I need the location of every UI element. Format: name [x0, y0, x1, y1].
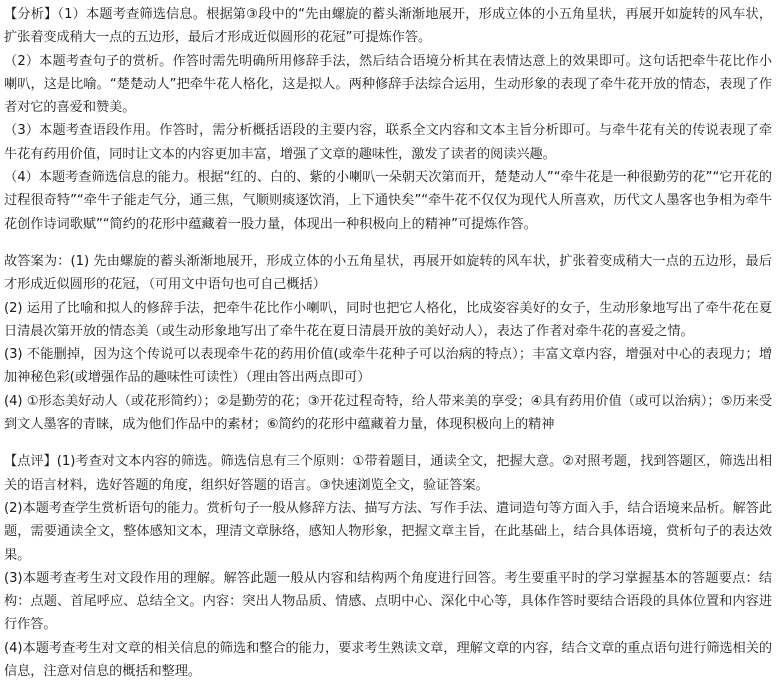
answer-paragraph-4: (4) ①形态美好动人（或花形简约）；②是勤劳的花；③开花过程奇特，给人带来美的享受；④具有药用价值（或可以治病）；⑤历来受到文人墨客的青睐，成为他们作品中的素材；⑥简约的花形中蕴藏着力量，体现积极向上的精神: [4, 393, 772, 433]
analysis-paragraph-2: （2）本题考查句子的赏析。作答时需先明确所用修辞手法，然后结合语境分析其在表情达意上的效果即可。这句话把牵牛花比作小喇叭，这是比喻。“楚楚动人”把牵牛花人格化，这是拟人。两种修辞手法综合运用，生动形象的表现了牵牛花开放的情态，表现了作者对它的喜爱和赞美。: [4, 53, 772, 116]
comment-paragraph-3: (3)本题考查考生对文段作用的理解。解答此题一般从内容和结构两个角度进行回答。考生要重平时的学习掌握基本的答题要点：结构：点题、首尾呼应、总结全文。内容：突出人物品质、情感、点明中心、深化中心等，具体作答时要结合语段的具体位置和内容进行作答。: [4, 570, 772, 633]
answer-paragraph-1: 故答案为：(1) 先由螺旋的蓄头渐渐地展开，形成立体的小五角星状，再展开如旋转的风车状，扩张着变成稍大一点的五边形，最后才形成近似圆形的花冠，（可用文中语句也可自己概括）: [4, 253, 772, 293]
analysis-section: [4, 3, 772, 236]
answer-paragraph-2: (2) 运用了比喻和拟人的修辞手法，把牵牛花比作小喇叭，同时也把它人格化，比成姿容美好的女子，生动形象地写出了牵牛花在夏日清晨次第开放的情态美（或生动形象地写出了牵牛花在夏日清晨开放的美好动人），表达了作者对牵牛花的喜爱之情。: [4, 300, 772, 339]
answer-section: [4, 250, 772, 436]
comment-paragraph-1: 【点评】(1)考查对文本内容的筛选。筛选信息有三个原则：①带着题目，通读全文，把握大意。②对照考题，找到答题区，筛选出相关的语言材料，选好答题的角度，组织好答题的语言。③快速浏览全文，验证答案。: [4, 454, 772, 493]
comment-section: [4, 450, 772, 683]
analysis-paragraph-4: （4）本题考查筛选信息的能力。根据“红的、白的、紫的小喇叭一朵朝天次第而开，楚楚动人”“牵牛花是一种很勤劳的花”“它开花的过程很奇特”“牵牛子能走气分，通三焦，气顺则痰逐饮消，上下通快矣”“牵牛花不仅仅为现代人所喜欢，历代文人墨客也争相为牵牛花创作诗词歌赋”“简约的花形中蕴藏着一股力量，体现出一种积极向上的精神”可提炼作答。: [4, 170, 772, 232]
analysis-paragraph-3: （3）本题考查语段作用。作答时，需分析概括语段的主要内容，联系全文内容和文本主旨分析即可。与牵牛花有关的传说表现了牵牛花有药用价值，同时让文本的内容更加丰富，增强了文章的趣味性，激发了读者的阅读兴趣。: [4, 123, 772, 162]
answer-paragraph-3: (3) 不能删掉，因为这个传说可以表现牵牛花的药用价值(或牵牛花种子可以治病的特点）；丰富文章内容，增强对中心的表现力；增加神秘色彩(或增强作品的趣味性可读性）（理由答出两点即可）: [4, 347, 772, 386]
comment-paragraph-2: (2)本题考查学生赏析语句的能力。赏析句子一般从修辞方法、描写方法、写作手法、遣词造句等方面入手，结合语境来品析。解答此题，需要通读全文，整体感知文本，理清文章脉络，感知人物形象，把握文章主旨，在此基础上，结合具体语境，赏析句子的表达效果。: [4, 500, 772, 563]
section-gap: [4, 436, 772, 450]
section-gap: [4, 236, 772, 250]
comment-paragraph-4: (4)本题考查考生对文章的相关信息的筛选和整合的能力，要求考生熟读文章，理解文章的内容，结合文章的重点语句进行筛选相关的信息，注意对信息的概括和整理。: [4, 640, 772, 680]
analysis-paragraph-1: 【分析】（1）本题考查筛选信息。根据第③段中的“先由螺旋的蓄头渐渐地展开，形成立体的小五角星状，再展开如旋转的风车状，扩张着变成稍大一点的五边形，最后才形成近似圆形的花冠”可提炼作答。: [4, 7, 772, 46]
